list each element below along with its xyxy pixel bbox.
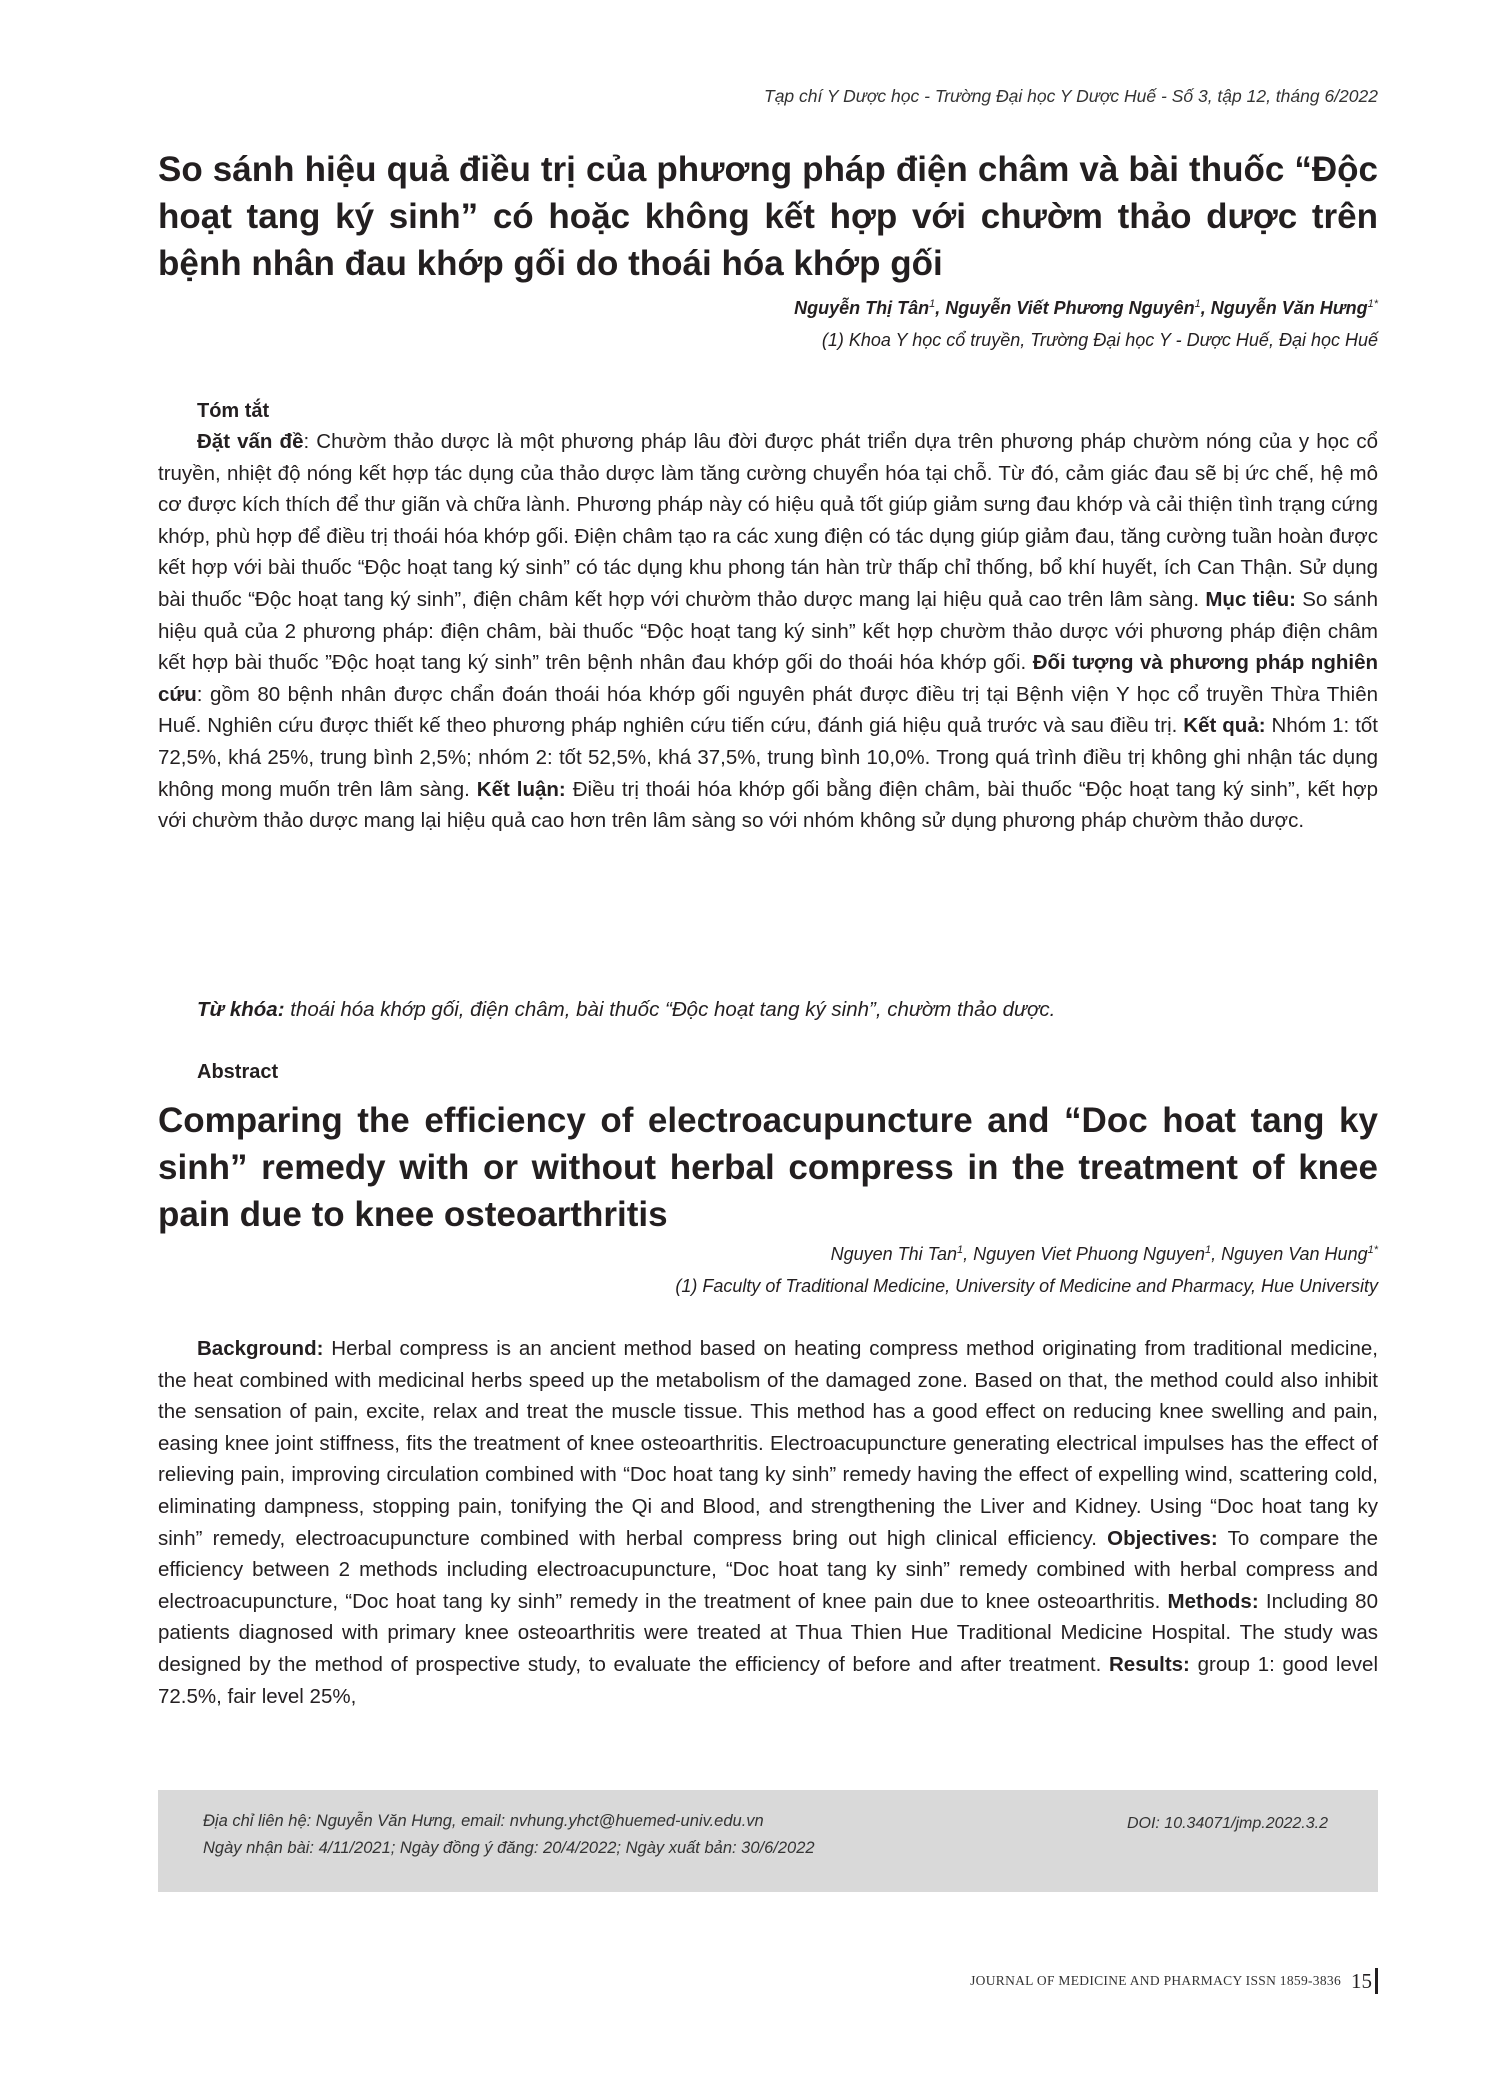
author-separator: , [963, 1244, 974, 1264]
abstract-text-run: group 1: good level 72.5%, fair level 25%, [158, 1652, 1378, 1708]
keywords-vietnamese [158, 998, 1378, 1022]
abstract-heading-vietnamese: Tóm tắt [197, 400, 270, 422]
abstract-section-label: Kết quả: [1183, 714, 1266, 738]
author-name: Nguyen Viet Phuong Nguyen [973, 1244, 1206, 1264]
page-footer [970, 1968, 1378, 1994]
author-name: Nguyen Thi Tan [830, 1244, 958, 1264]
abstract-text-run: : Chườm thảo dược là một phương pháp lâu đời được phát triển dựa trên phương pháp chườm nóng của y học cổ truyền, nhiệt độ nóng kết hợp tác dụng của thảo dược làm tăng cường chuyển hóa tại chỗ. Từ đó, cảm giác đau sẽ bị ức chế, hệ mô cơ được kích thích để thư giãn và chữa lành. Phương pháp này có hiệu quả tốt giúp giảm sưng đau khớp và cải thiện tình trạng cứng khớp, phù hợp để điều trị thoái hóa khớp gối. Điện châm tạo ra các xung điện có tác dụng giúp giảm đau, tăng cường tuần hoàn được kết hợp với bài thuốc “Độc hoạt tang ký sinh” có tác dụng khu phong tán hàn trừ thấp chỉ thống, bổ khí huyết, ích Can Thận. Sử dụng bài thuốc “Độc hoạt tang ký sinh”, điện châm kết hợp với chườm thảo dược mang lại hiệu quả cao trên lâm sàng. [158, 430, 1379, 611]
abstract-text-run: Nhóm 1: tốt 72,5%, khá 25%, trung bình 2,5%; nhóm 2: tốt 52,5%, khá 37,5%, trung bình 10,0%. Trong quá trình điều trị không ghi nhận tác dụng không mong muốn trên lâm sàng. [158, 714, 1378, 801]
abstract-text-run: To compare the efficiency between 2 methods including electroacupuncture, “Doc hoat tang ky sinh” remedy combined with herbal compress and electroacupuncture, “Doc hoat tang ky sinh” remedy in the treatment of knee pain due to knee osteoarthritis. [158, 1526, 1378, 1613]
author-affiliation-marker: 1 [929, 298, 936, 310]
author-name: Nguyễn Thị Tân [794, 298, 930, 318]
abstract-body-english [158, 1333, 1378, 1712]
author-name: Nguyễn Viết Phương Nguyên [945, 298, 1195, 318]
author-affiliation-marker: 1 [1205, 1244, 1212, 1256]
abstract-text-run: Including 80 patients diagnosed with primary knee osteoarthritis were treated at Thua Thien Hue Traditional Medicine Hospital. The study was designed by the method of prospective study, to evaluate the efficiency of before and after treatment. [158, 1589, 1378, 1676]
publication-dates: Ngày nhận bài: 4/11/2021; Ngày đồng ý đăng: 20/4/2022; Ngày xuất bản: 30/6/2022 [203, 1839, 815, 1857]
affiliation-english: (1) Faculty of Traditional Medicine, University of Medicine and Pharmacy, Hue University [675, 1276, 1378, 1296]
journal-footer-name: JOURNAL OF MEDICINE AND PHARMACY ISSN 1859-3836 [970, 1973, 1341, 1988]
author-affiliation-marker: 1 [957, 1244, 964, 1256]
abstract-body-vietnamese [158, 426, 1378, 837]
author-name: Nguyen Van Hung [1221, 1244, 1368, 1264]
author-name: Nguyễn Văn Hưng [1210, 298, 1368, 318]
journal-running-header: Tạp chí Y Dược học - Trường Đại học Y Dược Huế - Số 3, tập 12, tháng 6/2022 [764, 86, 1378, 106]
article-title-vietnamese: So sánh hiệu quả điều trị của phương pháp điện châm và bài thuốc “Độc hoạt tang ký sinh” có hoặc không kết hợp với chườm thảo dược trên bệnh nhân đau khớp gối do thoái hóa khớp gối [158, 150, 1378, 283]
abstract-text-run: : gồm 80 bệnh nhân được chẩn đoán thoái hóa khớp gối nguyên phát được điều trị tại Bệnh viện Y học cổ truyền Thừa Thiên Huế. Nghiên cứu được thiết kế theo phương pháp nghiên cứu tiến cứu, đánh giá hiệu quả trước và sau điều trị. [158, 682, 1378, 738]
abstract-section-label: Methods: [1167, 1589, 1259, 1613]
authors-vietnamese [160, 298, 1378, 319]
affiliation-vietnamese: (1) Khoa Y học cổ truyền, Trường Đại học Y - Dược Huế, Đại học Huế [821, 330, 1378, 350]
abstract-section-label: Đối tượng và phương pháp nghiên cứu [158, 651, 1378, 706]
page-number: 15 [1351, 1968, 1372, 1993]
author-affiliation-marker: 1* [1367, 1244, 1378, 1256]
correspondence-contact: Địa chỉ liên hệ: Nguyễn Văn Hưng, email: nvhung.yhct@huemed-univ.edu.vn [203, 1812, 764, 1830]
article-title-english: Comparing the efficiency of electroacupuncture and “Doc hoat tang ky sinh” remedy with or without herbal compress in the treatment of knee pain due to knee osteoarthritis [158, 1101, 1378, 1234]
abstract-section-label: Objectives: [1107, 1526, 1218, 1550]
abstract-text-run: Herbal compress is an ancient method based on heating compress method originating from traditional medicine, the heat combined with medicinal herbs speed up the metabolism of the damaged zone. Based on that, the method could also inhibit the sensation of pain, excite, relax and treat the muscle tissue. This method has a good effect on reducing knee swelling and pain, easing knee joint stiffness, fits the treatment of knee osteoarthritis. Electroacupuncture generating electrical impulses has the effect of relieving pain, improving circulation combined with “Doc hoat tang ky sinh” remedy having the effect of expelling wind, scattering cold, eliminating dampness, stopping pain, tonifying the Qi and Blood, and strengthening the Liver and Kidney. Using “Doc hoat tang ky sinh” remedy, electroacupuncture combined with herbal compress bring out high clinical efficiency. [158, 1337, 1378, 1550]
abstract-section-label: Mục tiêu: [1205, 587, 1296, 611]
page-number-bar [1375, 1968, 1378, 1994]
author-separator: , [1211, 1244, 1222, 1264]
doi-label: DOI: 10.34071/jmp.2022.3.2 [1126, 1815, 1328, 1832]
author-affiliation-marker: 1* [1367, 298, 1378, 310]
keywords-text: thoái hóa khớp gối, điện châm, bài thuốc “Độc hoạt tang ký sinh”, chườm thảo dược. [284, 998, 1056, 1021]
abstract-section-label: Background: [197, 1337, 324, 1360]
abstract-text-run: Điều trị thoái hóa khớp gối bằng điện châm, bài thuốc “Độc hoạt tang ký sinh”, kết hợp với chườm thảo dược mang lại hiệu quả cao hơn trên lâm sàng so với nhóm không sử dụng phương pháp chườm thảo dược. [158, 777, 1379, 833]
author-separator: , [1200, 298, 1211, 318]
abstract-section-label: Đặt vấn đề [197, 430, 304, 453]
abstract-text-run: So sánh hiệu quả của 2 phương pháp: điện châm, bài thuốc “Độc hoạt tang ký sinh” kết hợp chườm thảo dược với phương pháp điện châm kết hợp bài thuốc ”Độc hoạt tang ký sinh” trên bệnh nhân đau khớp gối do thoái hóa khớp gối. [158, 587, 1379, 675]
abstract-section-label: Results: [1109, 1652, 1190, 1676]
authors-english [160, 1244, 1378, 1265]
abstract-section-label: Kết luận: [476, 777, 566, 801]
author-affiliation-marker: 1 [1194, 298, 1201, 310]
correspondence-box [158, 1790, 1378, 1892]
abstract-heading-english: Abstract [197, 1061, 279, 1083]
keywords-label: Từ khóa: [197, 998, 285, 1021]
author-separator: , [935, 298, 946, 318]
